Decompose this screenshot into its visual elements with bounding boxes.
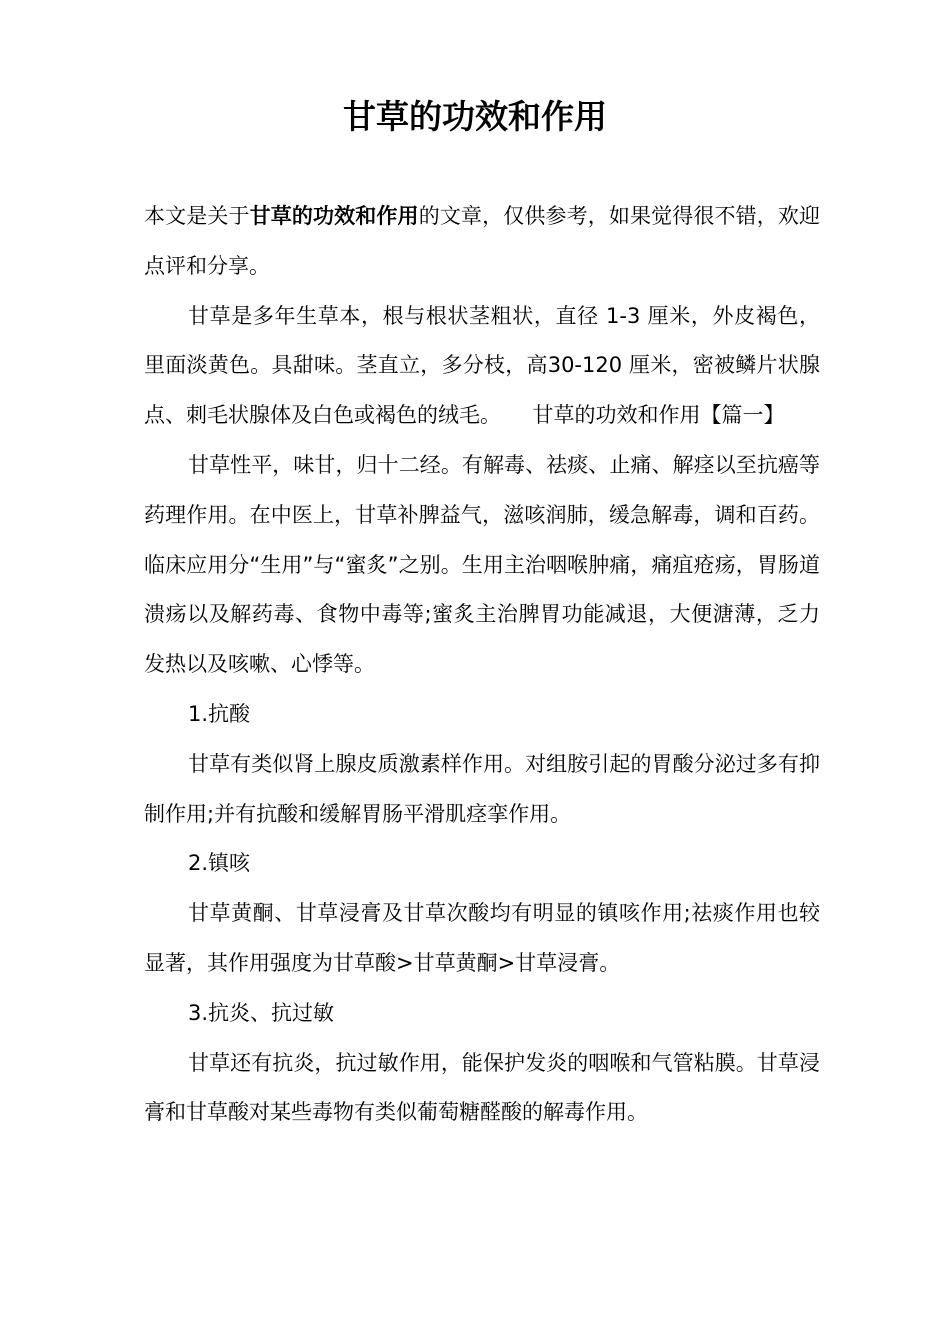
section-heading-antacid: 1.抗酸 bbox=[188, 701, 251, 726]
paragraph-anti-inflammatory: 甘草还有抗炎，抗过敏作用，能保护发炎的咽喉和气管粘膜。甘草浸膏和甘草酸对某些毒物有类似葡萄糖醛酸的解毒作用。 bbox=[144, 1050, 820, 1125]
intro-bold-title: 甘草的功效和作用 bbox=[249, 204, 419, 228]
section-heading-anti-inflammatory: 3.抗炎、抗过敏 bbox=[188, 1000, 335, 1025]
intro-prefix: 本文是关于 bbox=[144, 204, 250, 228]
paragraph-cough: 甘草黄酮、甘草浸膏及甘草次酸均有明显的镇咳作用;祛痰作用也较显著，其作用强度为甘草酸>甘草黄酮>甘草浸膏。 bbox=[144, 901, 820, 975]
document-body bbox=[144, 192, 820, 1138]
section-heading-cough: 2.镇咳 bbox=[188, 851, 251, 876]
paragraph-description: 甘草是多年生草本，根与根状茎粗状，直径 1-3 厘米，外皮褐色，里面淡黄色。具甜味。茎直立，多分枝，高30-120 厘米，密被鳞片状腺点、刺毛状腺体及白色或褐色的绒毛。 甘草的功效和作用【篇一】 bbox=[144, 303, 820, 428]
paragraph-properties: 甘草性平，味甘，归十二经。有解毒、祛痰、止痛、解痉以至抗癌等药理作用。在中医上，甘草补脾益气，滋咳润肺，缓急解毒，调和百药。临床应用分“生用”与“蜜炙”之别。生用主治咽喉肿痛，痛疽疮疡，胃肠道溃疡以及解药毒、食物中毒等;蜜炙主治脾胃功能减退，大便溏薄，乏力发热以及咳嗽、心悸等。 bbox=[144, 452, 820, 677]
document-title: 甘草的功效和作用 bbox=[343, 97, 607, 136]
paragraph-antacid: 甘草有类似肾上腺皮质激素样作用。对组胺引起的胃酸分泌过多有抑制作用;并有抗酸和缓解胃肠平滑肌痉挛作用。 bbox=[144, 751, 820, 826]
intro-paragraph bbox=[144, 192, 820, 292]
intro-suffix: 的文章，仅供参考，如果觉得很不错，欢迎点评和分享。 bbox=[144, 204, 821, 278]
